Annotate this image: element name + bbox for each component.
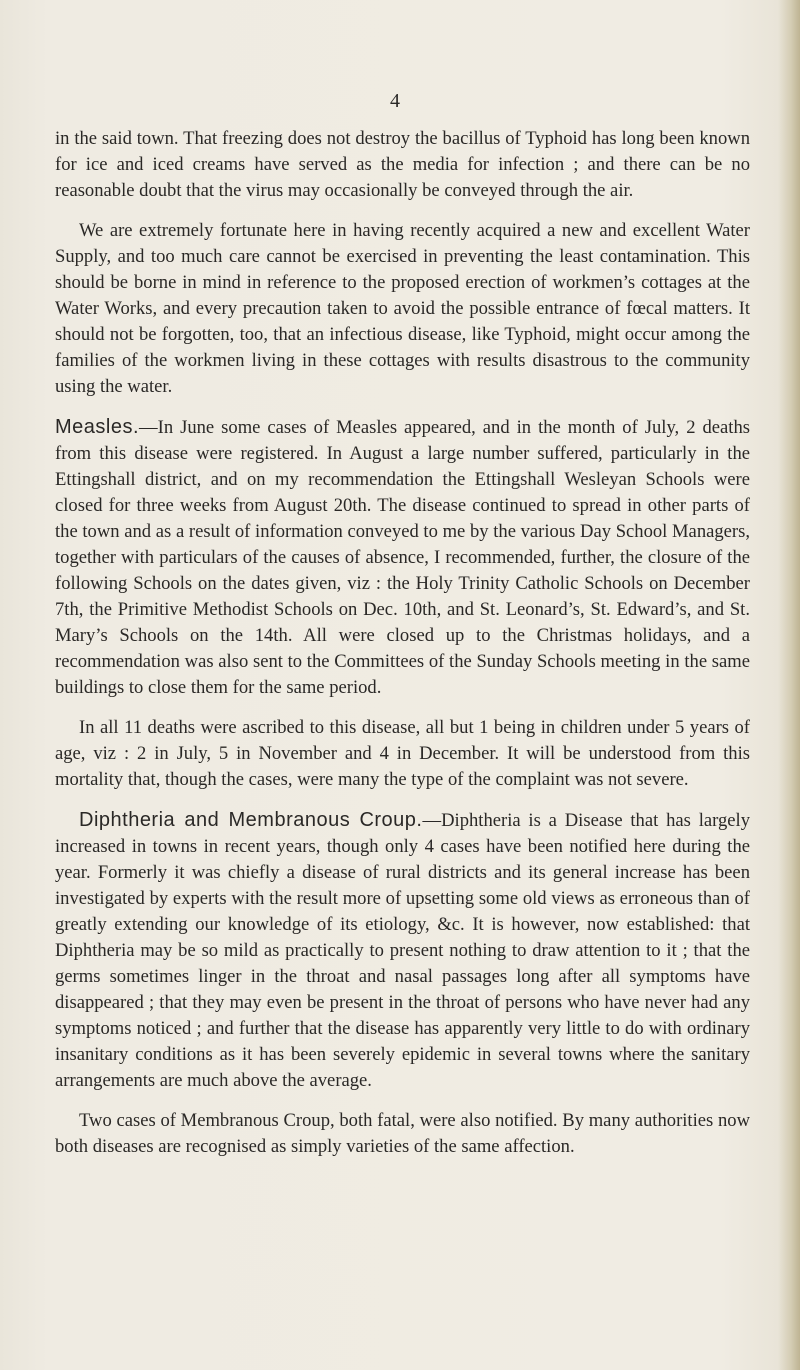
paragraph-measles (55, 414, 750, 701)
paragraph-membranous-croup: Two cases of Membranous Croup, both fatal, were also notified. By many authorities now both diseases are recognised as simply varieties of the same affection. (55, 1110, 750, 1157)
heading-diphtheria: Diphtheria and Membranous Croup. (79, 809, 423, 831)
heading-measles: Measles. (55, 416, 140, 438)
paragraph-measles-deaths: In all 11 deaths were ascribed to this disease, all but 1 being in children under 5 years of age, viz : 2 in July, 5 in November and 4 in December. It will be understood from this mortality that, though the cases, were many the type of the complaint was not severe. (55, 717, 750, 790)
measles-text: —In June some cases of Measles appeared, and in the month of July, 2 deaths from this disease were registered. In August a large number suffered, particularly in the Ettingshall district, and on my recommendation the Ettingshall Wesleyan Schools were closed for three weeks from August 20th. The disease continued to spread in other parts of the town and as a result of information conveyed to me by the various Day School Managers, together with particulars of the causes of absence, I recommended, further, the closure of the following Schools on the dates given, viz : the Holy Trinity Catholic Schools on December 7th, the Primitive Methodist Schools on Dec. 10th, and St. Leonard’s, St. Edward’s, and St. Mary’s Schools on the 14th. All were closed up to the Christmas holidays, and a recommendation was also sent to the Committees of the Sunday Schools meeting in the same buildings to close them for the same period. (55, 417, 750, 698)
paragraph-water-supply: We are extremely fortunate here in having recently acquired a new and excellent Water Supply, and too much care cannot be exercised in preventing the least contamination. This should be borne in mind in reference to the proposed erection of workmen’s cottages at the Water Works, and every precaution taken to avoid the possible entrance of fœcal matters. It should not be forgotten, too, that an infectious disease, like Typhoid, might occur among the families of the workmen living in these cottages with results disastrous to the community using the water. (55, 220, 750, 397)
page-number: 4 (390, 90, 400, 112)
diphtheria-text: —Diphtheria is a Disease that has largely increased in towns in recent years, though only 4 cases have been notified here during the year. Formerly it was chiefly a disease of rural districts and its general increase has been investigated by experts with the result more of upsetting some old views as erroneous than of greatly extending our knowledge of its etiology, &c. It is however, now established: that Diphtheria may be so mild as practically to present nothing to draw attention to it ; that the germs sometimes linger in the throat and nasal passages long after all symptoms have disappeared ; that they may even be present in the throat of persons who have never had any symptoms noticed ; and further that the disease has apparently very little to do with ordinary insanitary conditions as it has been severely epidemic in several towns where the sanitary arrangements are much above the average. (55, 810, 751, 1091)
paragraph-typhoid-freezing: in the said town. That freezing does not destroy the bacillus of Typhoid has long been known for ice and iced creams have served as the media for infection ; and there can be no reasonable doubt that the virus may occasionally be conveyed through the air. (55, 128, 750, 201)
page-edge-shadow (778, 0, 800, 1370)
body-text (55, 126, 750, 1174)
paragraph-diphtheria (55, 807, 750, 1094)
